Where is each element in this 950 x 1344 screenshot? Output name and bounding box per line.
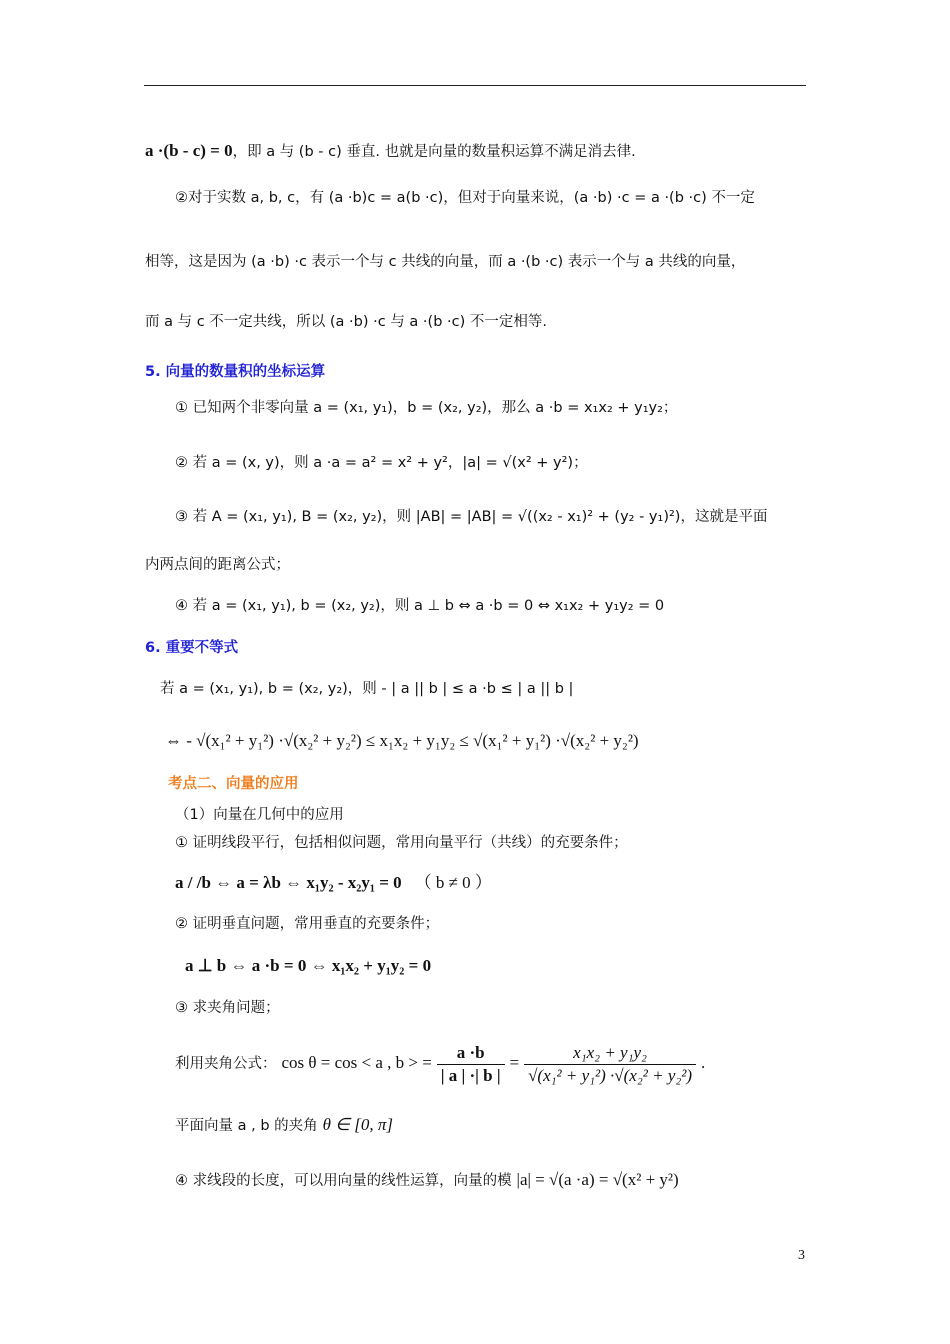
section-5-item-3	[175, 505, 767, 528]
angle-formula-label: 利用夹角公式：	[175, 1056, 277, 1072]
section-6-heading: 6. 重要不等式	[145, 640, 239, 656]
header-rule	[144, 85, 806, 86]
app-item-1-formula	[175, 872, 492, 894]
text-line-2: ②对于实数 a, b, c，有 (a ·b)c = a(b ·c)，但对于向量来说，(a ·b) ·c = a ·(b ·c) 不一定	[175, 190, 755, 206]
section-5-item-4-text: ④ 若 a = (x₁, y₁), b = (x₂, y₂)，则 a ⊥ b ⇔ a ·b = 0 ⇔ x₁x₂ + y₁y₂ = 0	[175, 598, 665, 614]
app-item-1	[175, 831, 628, 854]
section-5-item-3-text: ③ 若 A = (x₁, y₁), B = (x₂, y₂)，则 |AB| = |AB| = √((x₂ - x₁)² + (y₂ - y₁)²)，这就是平面	[175, 509, 768, 525]
app-item-4-text: ④ 求线段的长度，可以用向量的线性运算，向量的模	[175, 1173, 512, 1189]
app-item-4	[175, 1169, 679, 1192]
paragraph-line-2	[175, 186, 755, 209]
section-5-item-3-cont	[145, 553, 290, 576]
app-sub-heading-text: （1）向量在几何中的应用	[175, 807, 344, 823]
section-6-line-1	[160, 677, 573, 700]
paragraph-line-4	[145, 310, 547, 333]
app-item-2	[175, 912, 439, 935]
magnitude-formula: |a| = √(a ·a) = √(x² + y²)	[516, 1170, 679, 1189]
angle-fraction-2	[524, 1042, 696, 1087]
application-heading: 考点二、向量的应用	[168, 776, 299, 792]
formula-a-dot-b-minus-c: a ·(b - c) = 0	[145, 141, 233, 160]
plane-angle-line	[175, 1114, 393, 1137]
app-item-1-text: ① 证明线段平行，包括相似问题，常用向量平行（共线）的充要条件；	[175, 835, 628, 851]
app-item-3	[175, 996, 280, 1019]
section-5-item-2	[175, 451, 588, 474]
angle-fraction-1	[437, 1042, 505, 1087]
plane-angle-range: θ ∈ [0, π]	[322, 1115, 393, 1134]
angle-fraction-2-numerator: x₁x₂ + y₁y₂	[524, 1042, 696, 1065]
perpendicular-formula: a ⊥ b ⇔ a ·b = 0 ⇔ x₁x₂ + y₁y₂ = 0	[185, 956, 432, 975]
paragraph-line-1	[145, 140, 636, 163]
angle-fraction-1-numerator: a ·b	[437, 1042, 505, 1065]
angle-formula-end: .	[700, 1053, 706, 1072]
angle-fraction-1-denominator: | a | ·| b |	[440, 1065, 501, 1085]
section-6-line-2	[165, 730, 639, 752]
text-line-3: 相等，这是因为 (a ·b) ·c 表示一个与 c 共线的向量，而 a ·(b ·c) 表示一个与 a 共线的向量，	[145, 254, 746, 270]
angle-fraction-2-denominator: √(x₁² + y₁²) ·√(x₂² + y₂²)	[528, 1065, 693, 1085]
plane-angle-label: 平面向量 a , b 的夹角	[175, 1118, 318, 1134]
text-line-1: ，即 a 与 (b - c) 垂直. 也就是向量的数量积运算不满足消去律.	[232, 144, 636, 160]
text-line-4: 而 a 与 c 不一定共线，所以 (a ·b) ·c 与 a ·(b ·c) 不一定相等.	[145, 314, 547, 330]
app-item-2-formula	[185, 955, 431, 977]
section-5-item-2-text: ② 若 a = (x, y)，则 a ·a = a² = x² + y²，|a| = √(x² + y²)；	[175, 455, 588, 471]
nonzero-condition: （ b ≠ 0 ）	[414, 873, 492, 892]
page-number: 3	[798, 1248, 805, 1263]
section-5-item-1-text: ① 已知两个非零向量 a = (x₁, y₁)，b = (x₂, y₂)，那么 a ·b = x₁x₂ + y₁y₂；	[175, 400, 678, 416]
section-5-item-1	[175, 396, 677, 419]
section-5-item-3-cont-text: 内两点间的距离公式；	[145, 557, 290, 573]
section-5-heading: 5. 向量的数量积的坐标运算	[145, 364, 326, 380]
parallel-formula: a / /b ⇔ a = λb ⇔ x₁y₂ - x₂y₁ = 0	[175, 873, 402, 892]
section-6-line-2-text: ⇔ - √(x₁² + y₁²) ·√(x₂² + y₂²) ≤ x₁x₂ + y₁y₂ ≤ √(x₁² + y₁²) ·√(x₂² + y₂²)	[165, 731, 639, 750]
app-item-3-formula: 利用夹角公式： cos θ = cos < a , b > = $\frac{a \cdot b}{| a | \cdot| b |}$ = $\frac{\text{x₁x₂ + y₁y₂}}{\text{√(x₁² + y₁²) ·√(x₂² + y₂²)}}$ .	[175, 1042, 706, 1085]
app-item-3-text: ③ 求夹角问题；	[175, 1000, 280, 1016]
paragraph-line-3	[145, 250, 745, 273]
app-item-2-text: ② 证明垂直问题，常用垂直的充要条件；	[175, 916, 440, 932]
section-5-item-4	[175, 594, 664, 617]
section-6-line-1-text: 若 a = (x₁, y₁), b = (x₂, y₂)，则 - | a || b | ≤ a ·b ≤ | a || b |	[160, 681, 574, 697]
app-sub-heading	[175, 803, 344, 826]
angle-formula-lhs: cos θ = cos < a , b > =	[281, 1053, 432, 1072]
